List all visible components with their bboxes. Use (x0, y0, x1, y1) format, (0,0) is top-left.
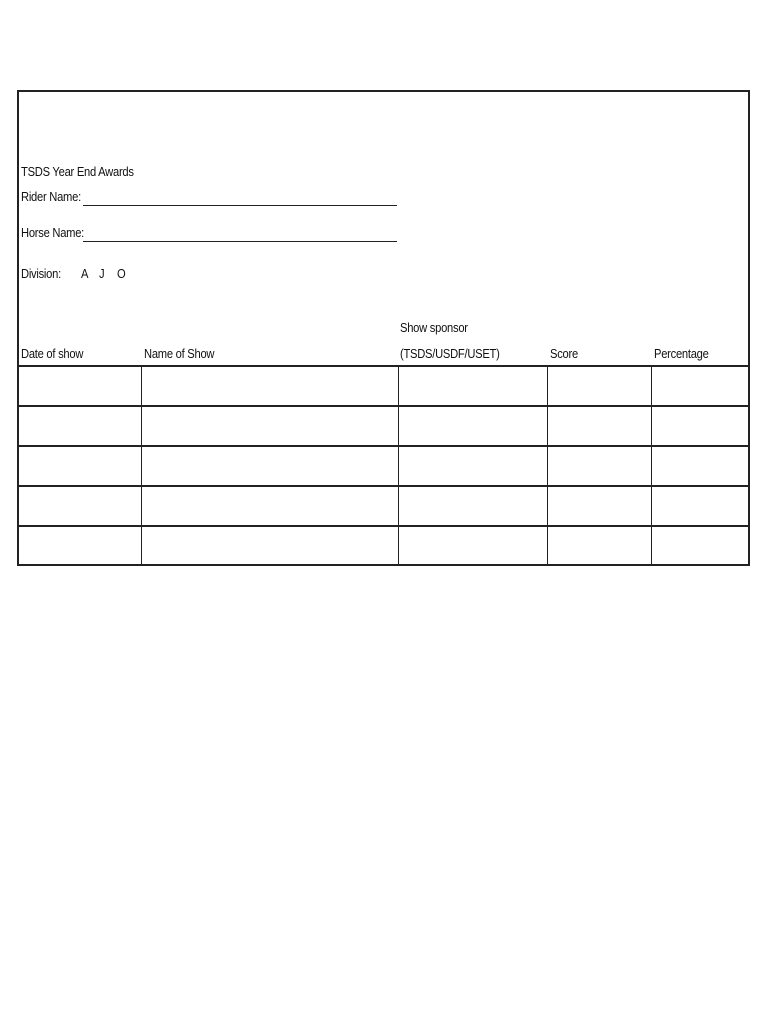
header-score: Score (550, 346, 578, 361)
table-row[interactable] (19, 525, 748, 565)
division-label: Division: (21, 266, 61, 281)
header-show-sponsor-options: (TSDS/USDF/USET) (400, 346, 500, 361)
horse-name-line[interactable] (83, 241, 397, 242)
division-option-j[interactable]: J (99, 266, 105, 281)
horse-name-label: Horse Name: (21, 225, 85, 240)
table-row[interactable] (19, 445, 748, 485)
rider-name-label: Rider Name: (21, 189, 81, 204)
table-row[interactable] (19, 485, 748, 525)
header-date-of-show: Date of show (21, 346, 84, 361)
form-title: TSDS Year End Awards (21, 164, 134, 179)
entries-table (19, 365, 748, 566)
award-form (17, 90, 750, 566)
header-name-of-show: Name of Show (144, 346, 215, 361)
header-percentage: Percentage (654, 346, 709, 361)
division-option-a[interactable]: A (81, 266, 89, 281)
table-row[interactable] (19, 365, 748, 405)
header-show-sponsor: Show sponsor (400, 320, 468, 335)
division-option-o[interactable]: O (117, 266, 126, 281)
rider-name-line[interactable] (83, 205, 397, 206)
table-row[interactable] (19, 405, 748, 445)
